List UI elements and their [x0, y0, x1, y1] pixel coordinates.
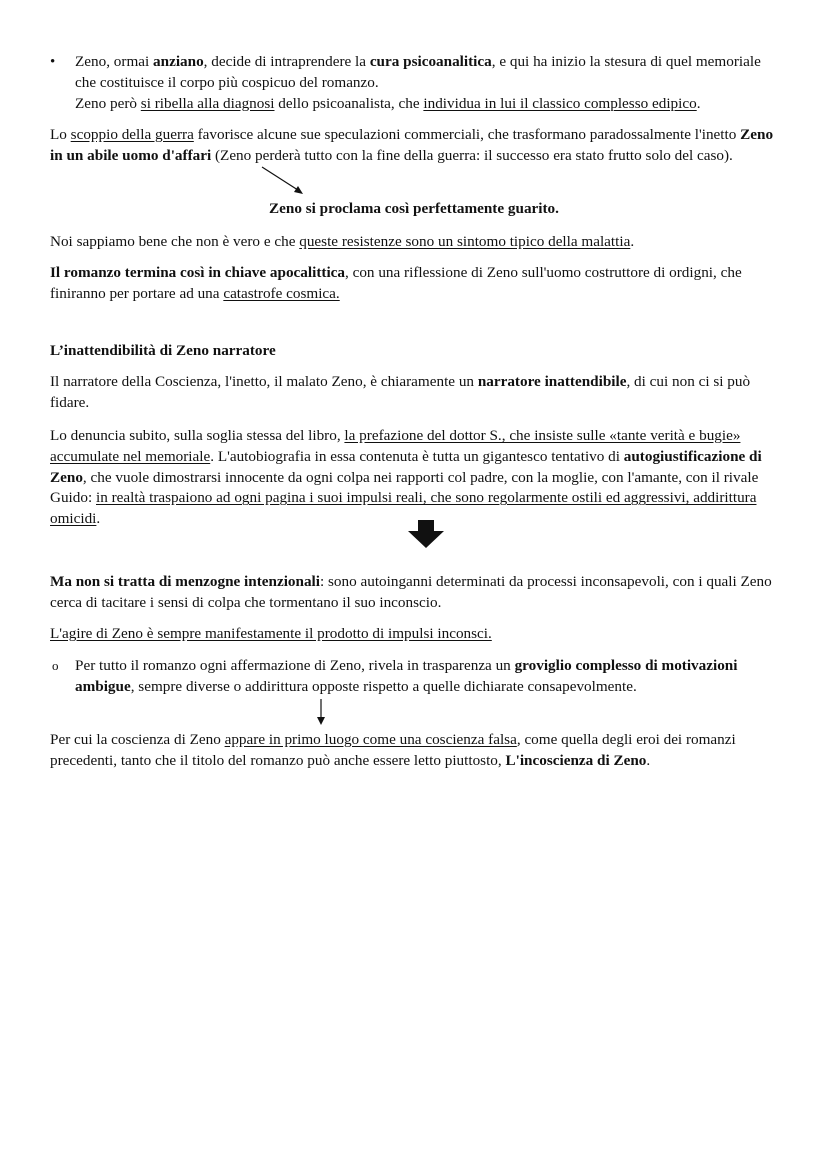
text-run: . [630, 233, 635, 250]
text-run: , con una riflessione di Zeno sull'uomo costruttore di ordigni, che finiranno per portare ad una [50, 264, 742, 302]
text-run: , decide di intraprendere la [203, 53, 370, 70]
text-run: . [646, 751, 651, 769]
text-run: Il narratore della Coscienza, l'inetto, il malato Zeno, è chiaramente un [50, 373, 478, 390]
underlined-run: individua in lui il classico complesso edipico [423, 94, 697, 112]
text-run: Lo denuncia subito, sulla soglia stessa del libro, [50, 427, 345, 444]
centered-statement: Zeno si proclama così perfettamente guarito. [269, 200, 559, 217]
text-run: : sono autoinganni determinati da processi inconsapevoli, con i quali Zeno cerca di tacitare i sensi di colpa che tormentano il suo inconscio. [50, 573, 772, 611]
bullet-dot: • [50, 54, 56, 70]
bold-run: Ma non si tratta di menzogne intenzionali [50, 573, 320, 590]
text-run: , che vuole dimostrarsi innocente da ogni colpa nei rapporti col padre, con la moglie, con l'amante, con il rivale Guido: [50, 468, 759, 507]
underlined-run: in realtà traspaiono ad ogni pagina i suoi impulsi reali, che sono regolarmente ostili ed aggressivi, addirittura omicidi [50, 489, 757, 528]
text-run: Zeno però [75, 94, 141, 112]
text-run: . L'autobiografia in essa contenuta è tutta un gigantesco tentativo di [210, 447, 624, 465]
text-run: Lo [50, 126, 71, 143]
paragraph-incoscienza [50, 730, 775, 772]
text-run: favorisce alcune sue speculazioni commerciali, che trasformano paradossalmente l'inetto [193, 126, 741, 143]
text-run: . [96, 510, 101, 528]
section-heading: L’inattendibilità di Zeno narratore [50, 342, 276, 359]
underlined-run: catastrofe cosmica. [223, 284, 340, 302]
bold-run: autogiustificazione di Zeno [50, 447, 762, 486]
text-run: (Zeno perderà tutto con la fine della guerra: il successo era stato frutto solo del caso). [211, 146, 733, 164]
bold-run: anziano [153, 53, 204, 70]
bold-run: groviglio complesso di motivazioni ambigue [75, 657, 738, 695]
underlined-run: la prefazione del dottor S., che insiste sulle «tante verità e bugie» accumulate nel memoriale [50, 427, 741, 465]
bold-run: narratore inattendibile [477, 373, 627, 390]
text-run: Per cui la coscienza di Zeno [50, 731, 225, 748]
underlined-run: si ribella alla diagnosi [140, 94, 275, 112]
text-run: . [696, 94, 701, 112]
bold-run: cura psicoanalitica [369, 53, 492, 70]
text-run: Zeno, ormai [75, 53, 154, 70]
bullet-circle: o [52, 658, 59, 673]
bold-run: L'incoscienza di Zeno [505, 751, 647, 769]
underlined-run: L'agire di Zeno è sempre manifestamente il prodotto di impulsi inconsci. [50, 625, 492, 642]
text-run: , di cui non ci si può fidare. [50, 373, 751, 411]
text-run: , come quella degli eroi dei romanzi precedenti, tanto che il titolo del romanzo può anche essere letto piuttosto, [50, 731, 736, 769]
text-run: , sempre diverse o addirittura opposte rispetto a quelle dichiarate consapevolmente. [130, 677, 637, 695]
underlined-run: appare in primo luogo come una coscienza falsa [224, 731, 517, 748]
bold-run: Zeno in un abile uomo d'affari [50, 126, 774, 164]
bold-run: Il romanzo termina così in chiave apocalittica [50, 264, 345, 281]
underlined-run: queste resistenze sono un sintomo tipico della malattia [299, 233, 631, 250]
underlined-run: scoppio della guerra [70, 126, 194, 143]
text-run: Per tutto il romanzo ogni affermazione di Zeno, rivela in trasparenza un [75, 657, 515, 674]
text-run: dello psicoanalista, che [274, 94, 424, 112]
text-run: Noi sappiamo bene che non è vero e che [50, 233, 300, 250]
text-run: , e qui ha inizio la stesura di quel memoriale che costituisce il corpo più cospicuo del romanzo. [75, 53, 761, 91]
